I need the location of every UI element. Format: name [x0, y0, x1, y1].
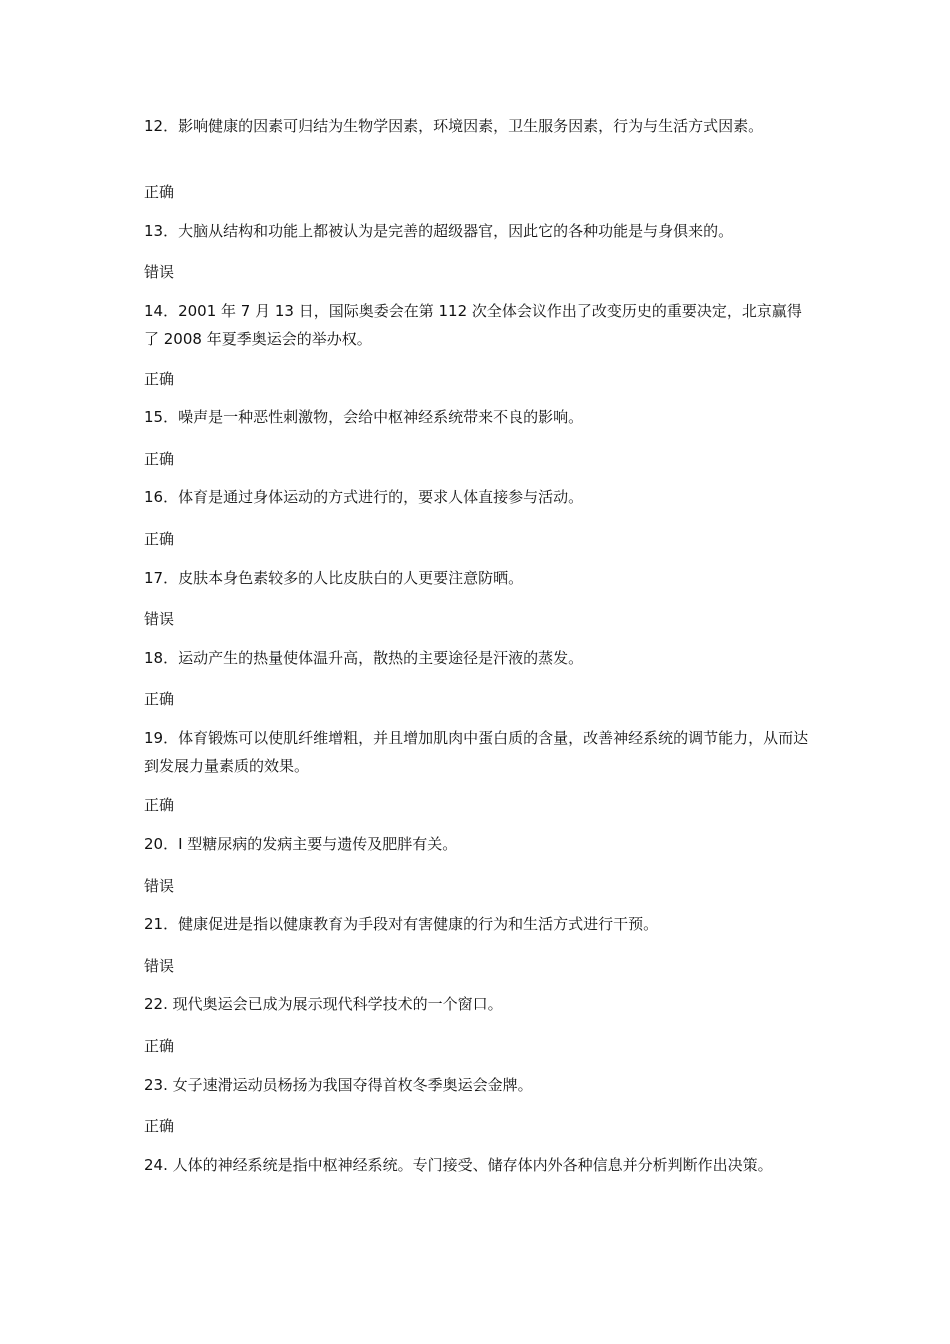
question-22: 22. 现代奥运会已成为展示现代科学技术的一个窗口。 — [144, 995, 503, 1013]
answer-12: 正确 — [144, 183, 175, 201]
question-20: 20．I 型糖尿病的发病主要与遗传及肥胖有关。 — [144, 835, 458, 853]
question-13: 13．大脑从结构和功能上都被认为是完善的超级器官，因此它的各种功能是与身俱来的。 — [144, 222, 734, 240]
answer-23: 正确 — [144, 1117, 175, 1135]
answer-16: 正确 — [144, 530, 175, 548]
answer-13: 错误 — [144, 263, 175, 281]
answer-19: 正确 — [144, 796, 175, 814]
question-21: 21．健康促进是指以健康教育为手段对有害健康的行为和生活方式进行干预。 — [144, 915, 659, 933]
answer-15: 正确 — [144, 450, 175, 468]
question-18: 18．运动产生的热量使体温升高，散热的主要途径是汗液的蒸发。 — [144, 649, 584, 667]
answer-22: 正确 — [144, 1037, 175, 1055]
question-19: 19．体育锻炼可以使肌纤维增粗，并且增加肌肉中蛋白质的含量，改善神经系统的调节能力，从而达到发展力量素质的效果。 — [144, 729, 809, 775]
question-24: 24. 人体的神经系统是指中枢神经系统。专门接受、储存体内外各种信息并分析判断作出决策。 — [144, 1156, 773, 1174]
question-14: 14．2001 年 7 月 13 日，国际奥委会在第 112 次全体会议作出了改变历史的重要决定，北京赢得了 2008 年夏季奥运会的举办权。 — [144, 302, 802, 348]
question-23: 23. 女子速滑运动员杨扬为我国夺得首枚冬季奥运会金牌。 — [144, 1076, 533, 1094]
question-16: 16．体育是通过身体运动的方式进行的，要求人体直接参与活动。 — [144, 488, 584, 506]
answer-17: 错误 — [144, 610, 175, 628]
question-12: 12．影响健康的因素可归结为生物学因素，环境因素，卫生服务因素，行为与生活方式因素。 — [144, 117, 764, 135]
answer-20: 错误 — [144, 877, 175, 895]
answer-21: 错误 — [144, 957, 175, 975]
question-17: 17．皮肤本身色素较多的人比皮肤白的人更要注意防晒。 — [144, 569, 524, 587]
answer-18: 正确 — [144, 690, 175, 708]
answer-14: 正确 — [144, 370, 175, 388]
question-15: 15．噪声是一种恶性刺激物，会给中枢神经系统带来不良的影响。 — [144, 408, 584, 426]
